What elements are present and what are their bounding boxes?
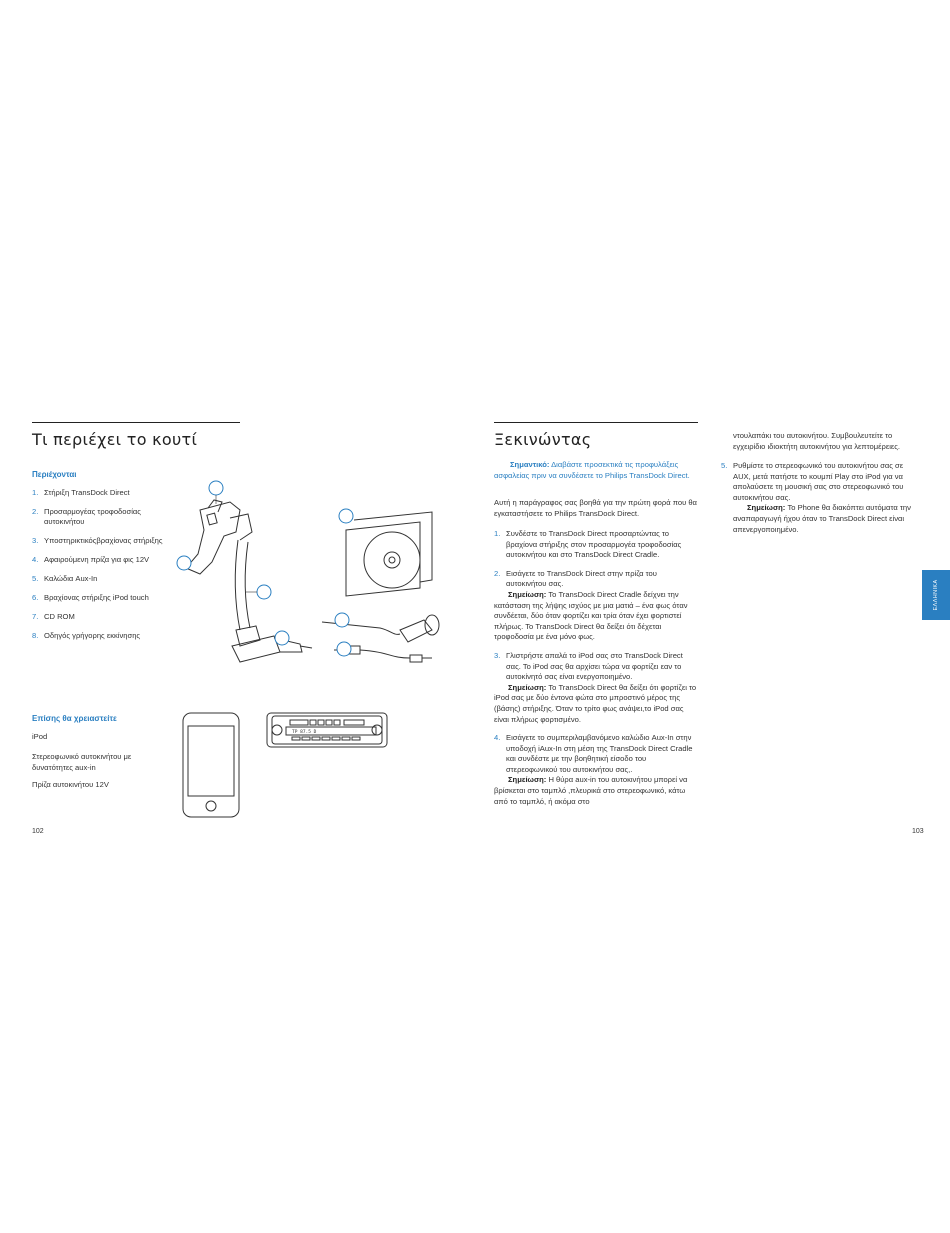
column2-continuation: ντουλαπάκι του αυτοκινήτου. Συμβουλευτείτε το εγχειρίδιο ιδιοκτήτη αυτοκινήτου για λεπτομέρειες.: [733, 431, 901, 451]
callout-circle: [177, 556, 191, 570]
contents-item: 8. Οδηγός γρήγορης εκκίνησης: [32, 631, 141, 640]
steps-list: [494, 529, 698, 807]
important-note: [494, 460, 698, 481]
cd-rom-drawing: [346, 512, 432, 596]
callout-circle: [335, 613, 349, 627]
language-tab: ΕΛΛΗΝΙΚΑ: [922, 570, 950, 620]
step5-list: [721, 461, 921, 535]
step-item: 4. Εισάγετε το συμπεριλαμβανόμενο καλώδιο Aux-In στην υποδοχή iAux-In στη μέση της TransDock Direct Cradle και συνδέστε με την βοηθητική είσοδο του στερεοφωνικού του αυτοκινήτου σας,. Σημείωση: Η θύρα aux-in του αυτοκινήτου μπορεί να βρίσκεται στο ταμπλό ,πλευρικά στο στερεοφωνικό, κάτω από το ταμπλό, ή ακόμα στο: [494, 733, 693, 806]
important-label: Σημαντικό:: [510, 460, 550, 469]
ipod-illustration: [182, 712, 240, 818]
callout-circle: [275, 631, 289, 645]
product-illustration: [170, 470, 460, 680]
also-item: Στερεοφωνικό αυτοκινήτου με δυνατότητες aux-in: [32, 752, 132, 772]
also-item: iPod: [32, 732, 48, 741]
callout-circle: [209, 481, 223, 495]
callout-circle: [339, 509, 353, 523]
contents-item: 1. Στήριξη TransDock Direct: [32, 488, 130, 497]
contents-item: 7. CD ROM: [32, 612, 75, 621]
step-item: 2. Εισάγετε το TransDock Direct στην πρίζα του αυτοκινήτου σας. Σημείωση: Το TransDock Direct Cradle δείχνει την κατάσταση της λήψης ισχύος με μια ματιά – ένα φως όταν συνδέεται, δύο όταν φορτίζει και τρία όταν έχει φορτιστεί πλήρως. Το TransDock Direct θα δείξει ότι δέχεται τροφοδοσία με ένα μόνο φως.: [494, 568, 688, 642]
contents-item: 5. Καλώδια Aux-In: [32, 574, 98, 583]
left-top-rule: [32, 422, 240, 423]
step-item: 5. Ρυθμίστε το στερεοφωνικό του αυτοκινήτου σας σε AUX, μετά πατήστε το κουμπί Play στο iPod για να απολαύσετε τη μουσική σας στο στερεοφωνικό του αυτοκινήτου σας. Σημείωση: To Phone θα διακόπτει αυτόματα την αναπαραγωγή ήχου όταν το TransDock Direct είναι απενεργοποιημένο.: [721, 461, 911, 534]
cradle-drawing: [186, 500, 312, 662]
important-text: Διαβάστε προσεκτικά τις προφυλάξεις ασφαλείας πριν να συνδέσετε το Philips TransDock Direct.: [494, 460, 690, 480]
contents-item: 3. Υποστηρικτικόςβραχίονας στήριξης: [32, 536, 163, 545]
step-item: 3. Γλιστρήστε απαλά το iPod σας στο TransDock Direct σας. Το iPod σας θα αρχίσει τώρα να φορτίζει εαν το αυτοκίνητό σας είναι ενεργοποιημένο. Σημείωση: Το TransDock Direct θα δείξει ότι φορτίζει το iPod σας με δύο έντονα φώτα στο μπροστινό μέρος της (βάσης) στήριξης. Όταν το τρίτο φως ανάψει,το iPod σας είναι πλήρως φορτισμένο.: [494, 650, 697, 724]
also-item: Πρίζα αυτοκινήτου 12V: [32, 780, 109, 789]
contents-item: 4. Αφαιρούμενη πρίζα για φις 12V: [32, 555, 150, 564]
left-page-title: Τι περιέχει το κουτί: [32, 430, 198, 449]
also-needed-heading: Επίσης θα χρειαστείτε: [32, 714, 117, 723]
contents-item: 2. Προσαρμογέας τροφοδοσίας αυτοκινήτου: [32, 507, 141, 526]
callout-circle: [257, 585, 271, 599]
car-stereo-illustration: [266, 712, 388, 748]
contents-heading: Περιέχονται: [32, 470, 77, 479]
contents-list: [32, 488, 164, 641]
page-number-left: 102: [32, 828, 44, 835]
intro-paragraph: Αυτή η παράγραφος σας βοηθά για την πρώτη φορά που θα εγκαταστήσετε το Philips TransDock Direct.: [494, 498, 697, 518]
right-page-title: Ξεκινώντας: [494, 430, 592, 449]
callout-circle: [337, 642, 351, 656]
stereo-display-text: TP 87.5 D: [292, 730, 317, 735]
page-number-right: 103: [912, 828, 924, 835]
right-top-rule: [494, 422, 698, 423]
contents-item: 6. Βραχίονας στήριξης iPod touch: [32, 593, 149, 602]
step-item: 1. Συνδέστε το TransDock Direct προσαρτώντας το βραχίονα στήριξης στον προσαρμογέα τροφοδοσίας αυτοκινήτου και στο TransDock Direct Cradle.: [494, 529, 682, 560]
